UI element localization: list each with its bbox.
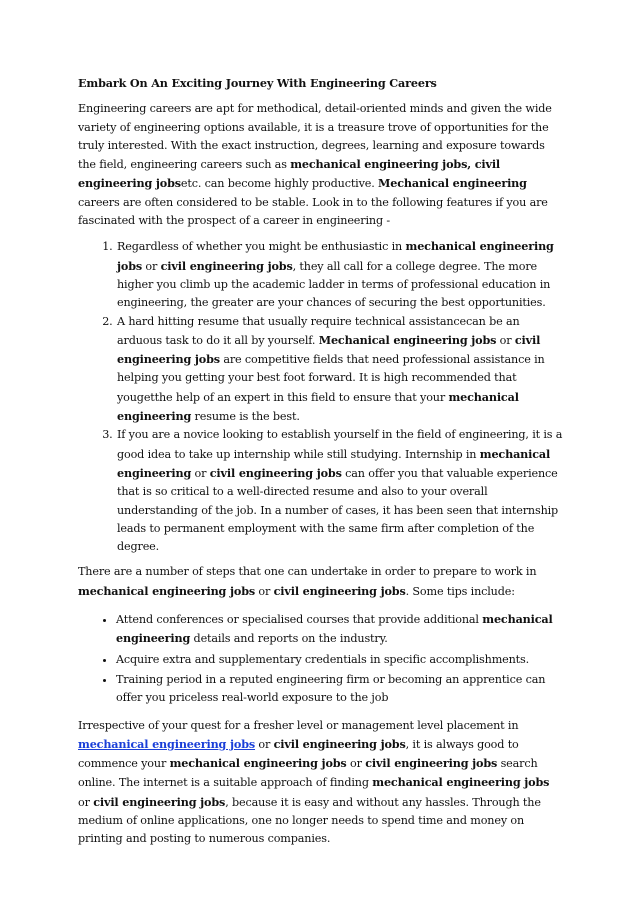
item-bold: mechanical engineering jobs <box>117 239 554 273</box>
closing-bold: civil engineering jobs <box>365 756 498 771</box>
intro-bold-jobs: mechanical engineering jobs, civil engineering jobs <box>78 157 501 191</box>
item-text: or <box>191 466 210 480</box>
tip-item-3: • Training period in a reputed engineering firm or becoming an apprentice can offer you priceless real-world exposure to the job <box>116 671 564 708</box>
intro-text: careers are often considered to be stable. Look in to the following features if you are fascinated with the prospect of a career in engineering - <box>78 195 548 228</box>
tip-text: Attend conferences or specialised courses that provide additional <box>116 613 483 627</box>
item-bold: civil engineering jobs <box>209 465 342 480</box>
steps-text: . Some tips include: <box>405 584 515 598</box>
intro-paragraph <box>78 100 564 230</box>
numbered-list <box>78 237 564 556</box>
closing-bold: civil engineering jobs <box>273 736 406 751</box>
item-text: If you are a novice looking to establish yourself in the field of engineering, it is a good idea to take up internship while still studying. Internship in <box>117 428 563 461</box>
item-text: , they all call for a college degree. The more higher you climb up the academic ladder in terms of professional education in engineering, the greater are your chances of securing the best opportunities. <box>117 259 551 310</box>
item-text: resume is the best. <box>191 410 300 424</box>
document-title: Embark On An Exciting Journey With Engineering Careers <box>78 76 437 90</box>
closing-text: search online. The internet is a suitable approach of finding <box>78 757 538 790</box>
item-text: or <box>142 259 161 273</box>
item-bold: Mechanical engineering jobs <box>318 332 497 347</box>
tip-text: details and reports on the industry. <box>190 632 388 646</box>
steps-text: or <box>255 584 274 598</box>
item-bold: civil engineering jobs <box>117 332 541 367</box>
closing-bold: mechanical engineering jobs <box>169 756 347 771</box>
numbered-item-3 <box>116 426 564 556</box>
steps-paragraph <box>78 563 564 601</box>
intro-text: Engineering careers are apt for methodical, detail-oriented minds and given the wide variety of engineering options available, it is a treasure trove of opportunities for the truly interested. With the exact instruction, degrees, learning and exposure towards the field, engineering careers such as <box>78 102 552 172</box>
item-bold: civil engineering jobs <box>160 258 293 273</box>
numbered-item-2 <box>116 313 564 427</box>
steps-bold: mechanical engineering jobs <box>78 583 256 598</box>
steps-text: There are a number of steps that one can undertake in order to prepare to work in <box>78 565 537 579</box>
item-text: can offer you that valuable experience that is so critical to a well-directed resume and also to your overall understanding of the job. In a number of cases, it has been seen that internship leads to permanent employment with the same firm after completion of the degree. <box>117 466 559 554</box>
mechanical-engineering-jobs-link[interactable]: mechanical engineering jobs <box>78 736 256 751</box>
closing-bold: civil engineering jobs <box>93 794 226 809</box>
document-body <box>78 74 564 849</box>
tips-bullet-list <box>78 610 564 707</box>
item-text: are competitive fields that need professional assistance in helping you getting your best foot forward. It is high recommended that yougetthe help of an expert in this field to ensure that your <box>117 353 545 404</box>
closing-text: Irrespective of your quest for a fresher level or management level placement in <box>78 718 519 732</box>
steps-bold: civil engineering jobs <box>273 583 406 598</box>
closing-text: or <box>78 795 94 809</box>
tip-item-1 <box>116 610 564 649</box>
closing-paragraph <box>78 717 564 849</box>
intro-bold-mechanical: Mechanical engineering <box>378 176 527 191</box>
item-bold: mechanical engineering <box>117 446 551 480</box>
tip-item-2: • Acquire extra and supplementary credentials in specific accomplishments. <box>116 651 564 669</box>
closing-text: or <box>346 757 366 771</box>
item-text: A hard hitting resume that usually require technical assistancecan be an arduous task to do it all by yourself. <box>117 314 520 347</box>
closing-text: or <box>255 737 274 751</box>
intro-text: etc. can become highly productive. <box>180 177 379 191</box>
closing-bold: mechanical engineering jobs <box>372 775 550 790</box>
item-text: or <box>496 333 515 347</box>
item-text: Regardless of whether you might be enthusiastic in <box>117 240 406 254</box>
item-bold: mechanical engineering <box>117 389 519 424</box>
tip-bold: mechanical engineering <box>116 612 553 646</box>
numbered-item-1 <box>116 237 564 312</box>
closing-text: , it is always good to commence your <box>78 737 519 771</box>
closing-text: , because it is easy and without any hassles. Through the medium of online applications, one no longer needs to spend time and money on printing and posting to numerous companies. <box>78 795 541 846</box>
